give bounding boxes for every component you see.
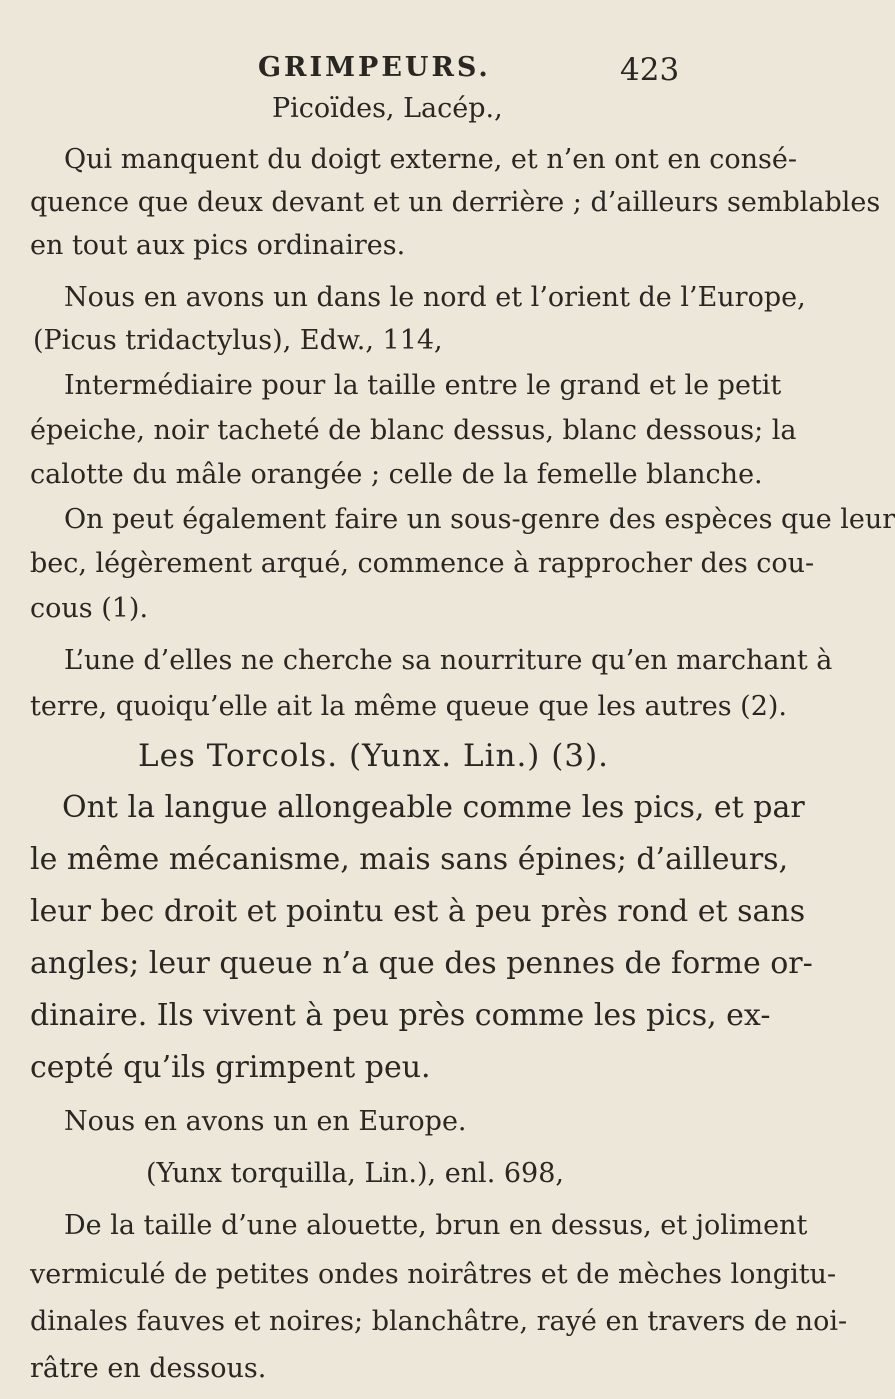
page-number: 423 bbox=[620, 52, 680, 88]
text-line: quence que deux devant et un derrière ; d’ailleurs semblables bbox=[30, 187, 881, 218]
text-line: On peut également faire un sous-genre des espèces que leur bbox=[64, 504, 895, 535]
section-subtitle: Picoïdes, Lacép., bbox=[272, 93, 503, 124]
page-header bbox=[0, 52, 800, 92]
text-line: dinaire. Ils vivent à peu près comme les pics, ex- bbox=[30, 998, 771, 1033]
text-line: terre, quoiqu’elle ait la même queue que les autres (2). bbox=[30, 691, 788, 722]
text-line: calotte du mâle orangée ; celle de la femelle blanche. bbox=[30, 459, 763, 490]
section-heading: Les Torcols. (Yunx. Lin.) (3). bbox=[138, 738, 610, 774]
text-line: cepté qu’ils grimpent peu. bbox=[30, 1050, 431, 1085]
text-line: cous (1). bbox=[30, 593, 149, 624]
text-line: Intermédiaire pour la taille entre le grand et le petit bbox=[64, 370, 782, 401]
text-line: Nous en avons un dans le nord et l’orient de l’Europe, bbox=[64, 282, 806, 313]
text-line: leur bec droit et pointu est à peu près rond et sans bbox=[30, 894, 806, 929]
text-line: (Picus tridactylus), Edw., 114, bbox=[33, 325, 443, 356]
text-line: dinales fauves et noires; blanchâtre, rayé en travers de noi- bbox=[30, 1306, 848, 1337]
text-line: vermiculé de petites ondes noirâtres et de mèches longitu- bbox=[30, 1259, 837, 1290]
text-line: angles; leur queue n’a que des pennes de forme or- bbox=[30, 946, 813, 981]
text-line: Ont la langue allongeable comme les pics, et par bbox=[62, 790, 805, 825]
text-line: Qui manquent du doigt externe, et n’en ont en consé- bbox=[64, 144, 798, 175]
text-line: De la taille d’une alouette, brun en dessus, et joliment bbox=[64, 1210, 808, 1241]
text-line: râtre en dessous. bbox=[30, 1353, 267, 1384]
text-line: Nous en avons un en Europe. bbox=[64, 1106, 467, 1137]
text-line: le même mécanisme, mais sans épines; d’ailleurs, bbox=[30, 842, 789, 877]
text-line: L’une d’elles ne cherche sa nourriture qu’en marchant à bbox=[64, 645, 833, 676]
running-title: GRIMPEURS. bbox=[258, 52, 491, 83]
text-line: en tout aux pics ordinaires. bbox=[30, 230, 406, 261]
text-line: épeiche, noir tacheté de blanc dessus, blanc dessous; la bbox=[30, 415, 797, 446]
text-line: (Yunx torquilla, Lin.), enl. 698, bbox=[146, 1158, 564, 1189]
text-line: bec, légèrement arqué, commence à rapprocher des cou- bbox=[30, 548, 815, 579]
